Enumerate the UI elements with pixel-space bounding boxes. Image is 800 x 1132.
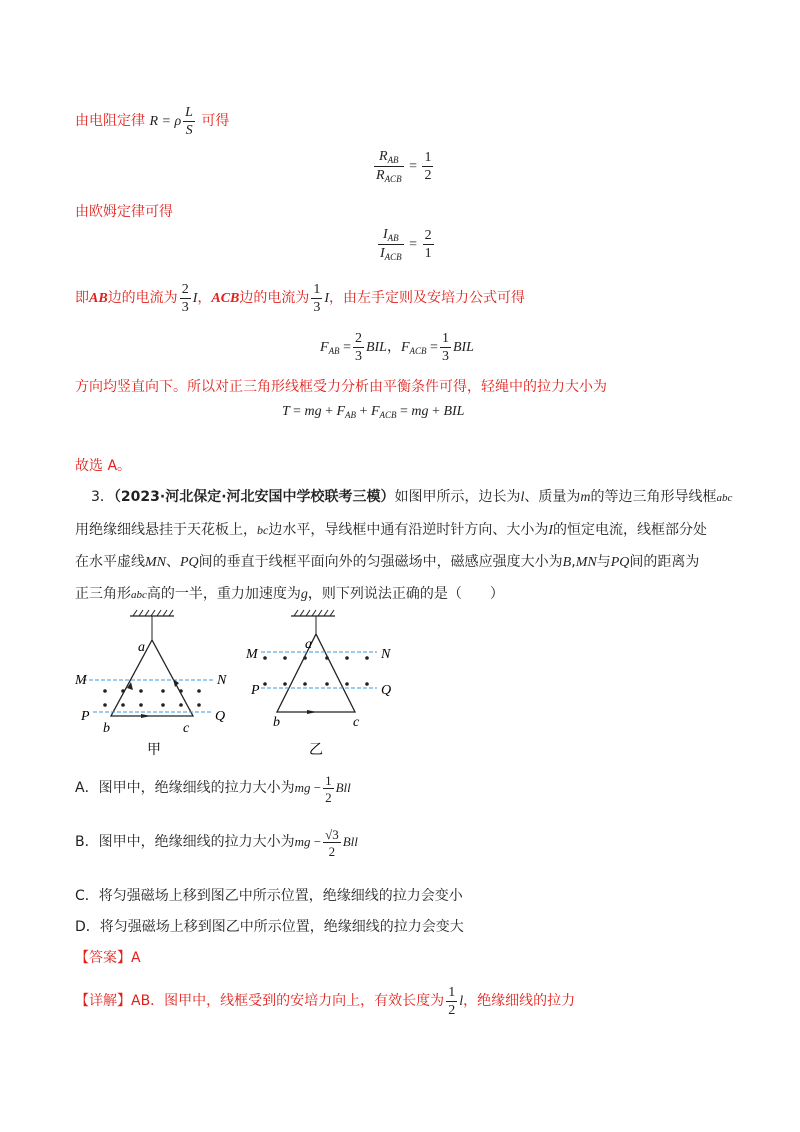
ampere-force-equation: $F_{AB}$ = $\frac{2}{3}$ BIL，$F_{ACB}$ = $\frac{1}{3}$ BIL — [320, 331, 474, 364]
option-c: C．将匀强磁场上移到图乙中所示位置，绝缘细线的拉力会变小 — [75, 888, 463, 904]
label-b-yi: b — [273, 715, 280, 730]
caption-yi: 乙 — [309, 742, 323, 758]
triangle-yi — [277, 634, 355, 712]
current-distribution-line: 即AB边的电流为 $\frac{2}{3}$ I，ACB边的电流为 $\frac{1}{3}$ I，由左手定则及安培力公式可得 — [75, 282, 526, 315]
current-ratio-equation: $\frac{I_{AB}}{I_{ACB}}$ = $\frac{2}{1}$ — [380, 227, 432, 262]
option-a: A．图甲中，绝缘细线的拉力大小为mg − $\frac{1}{2}$ Bll — [75, 773, 351, 805]
answer-line: 【答案】A — [75, 950, 141, 966]
label-p-yi: P — [251, 683, 260, 698]
label-b-jia: b — [103, 721, 110, 736]
label-c-jia: c — [183, 721, 190, 736]
label-q-jia: Q — [215, 709, 226, 724]
ohm-law-line: 由欧姆定律可得 — [75, 204, 173, 220]
resistance-formula: R = ρ $\frac{L}{S}$ — [149, 105, 193, 138]
question-line-3: 在水平虚线MN、PQ间的垂直于线框平面向外的匀强磁场中，磁感应强度大小为B,MN与PQ间的距离为 — [75, 554, 700, 570]
choose-line: 故选 A。 — [75, 458, 132, 474]
label-a-yi: a — [305, 637, 312, 652]
label-q-yi: Q — [381, 683, 392, 698]
label-n-jia: N — [217, 673, 227, 688]
caption-jia: 甲 — [147, 742, 161, 758]
question-line-2: 用绝缘细线悬挂于天花板上，bc边水平，导线框中通有沿逆时针方向、大小为I的恒定电流，线框部分处 — [75, 522, 707, 538]
figure-triangles — [75, 608, 405, 758]
arrow-bc-jia — [141, 714, 151, 718]
label-m-yi: M — [246, 647, 258, 662]
ceiling-jia — [130, 610, 174, 616]
label-a-jia: a — [138, 640, 145, 655]
arrow-bc-yi — [307, 710, 317, 714]
question-line-1: 3．（2023·河北保定·河北安国中学校联考三模）如图甲所示，边长为l、质量为m的等边三角形导线框abc — [91, 489, 733, 505]
question-line-4: 正三角形abc高的一半，重力加速度为g，则下列说法正确的是（ ） — [75, 586, 504, 602]
ceiling-yi — [291, 610, 335, 616]
label-m-jia: M — [75, 673, 87, 688]
resistance-law-line: 由电阻定律 R = ρ $\frac{L}{S}$ 可得 — [75, 105, 230, 138]
field-dots-yi — [263, 656, 369, 686]
tension-equation: T = mg + $F_{AB} + F_{ACB}$ = mg + BIL — [282, 404, 465, 420]
option-b: B．图甲中，绝缘细线的拉力大小为mg − $\frac{√3}{2}$ Bll — [75, 827, 358, 859]
label-p-jia: P — [81, 709, 90, 724]
label-n-yi: N — [381, 647, 391, 662]
option-d: D．将匀强磁场上移到图乙中所示位置，绝缘细线的拉力会变大 — [75, 919, 464, 935]
resistance-ratio-equation: $\frac{R_{AB}}{R_{ACB}}$ = $\frac{1}{2}$ — [376, 149, 432, 184]
explanation-line: 【详解】AB．图甲中，线框受到的安培力向上，有效长度为 $\frac{1}{2}$ l，绝缘细线的拉力 — [75, 985, 576, 1018]
label-c-yi: c — [353, 715, 360, 730]
direction-line: 方向均竖直向下。所以对正三角形线框受力分析由平衡条件可得，轻绳中的拉力大小为 — [75, 379, 607, 395]
